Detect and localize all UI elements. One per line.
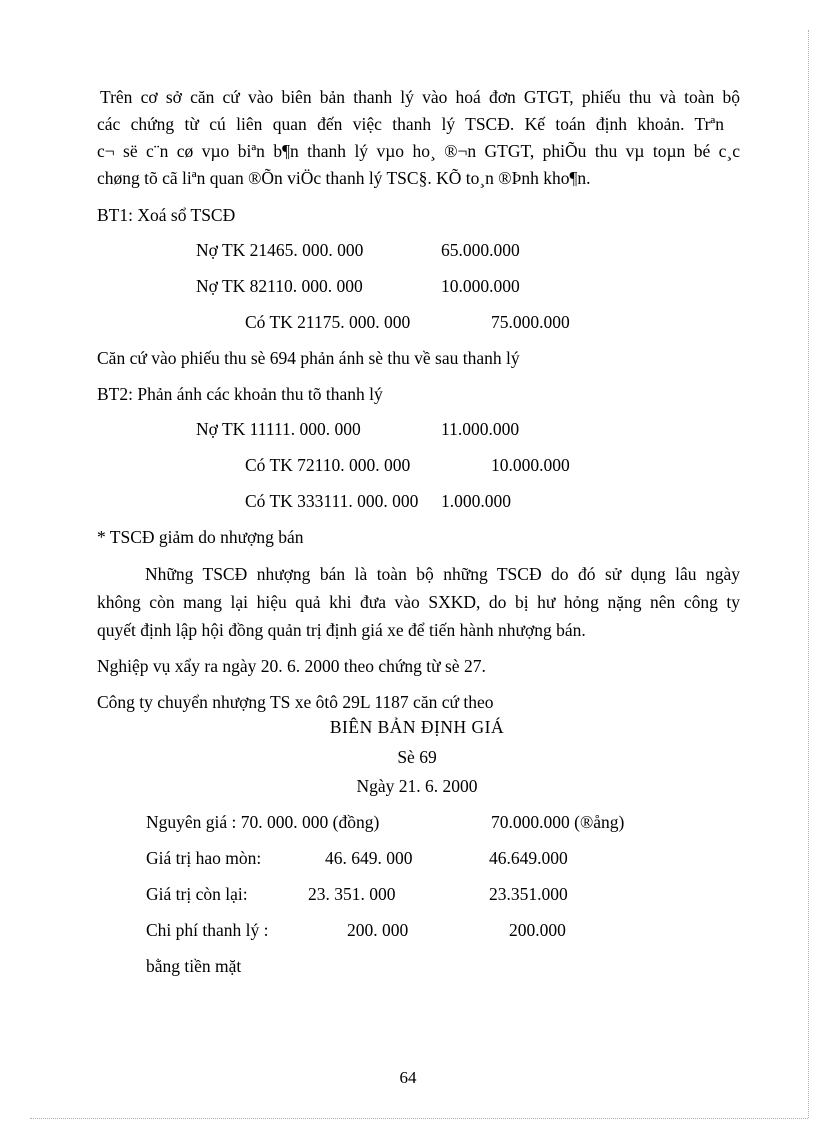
bt2-account-2: Có TK 72110. 000. 000 bbox=[245, 455, 411, 475]
intro-line-1: Trên cơ sở căn cứ vào biên bản thanh lý vào hoá đơn GTGT, phiếu thu và toàn bộ bbox=[100, 87, 740, 107]
sale-para-line-3: quyết định lập hội đồng quản trị định giá xe để tiến hành nhượng bán. bbox=[97, 620, 586, 640]
page-number: 64 bbox=[399, 1068, 417, 1087]
valuation-mid-depreciation: 46. 649. 000 bbox=[325, 848, 413, 868]
sale-heading: * TSCĐ giảm do nhượng bán bbox=[97, 527, 304, 547]
valuation-label-original-price: Nguyên giá : 70. 000. 000 (đồng) bbox=[146, 812, 380, 832]
sale-para-line-1: Những TSCĐ nhượng bán là toàn bộ những TSCĐ do đó sử dụng lâu ngày bbox=[145, 564, 740, 584]
valuation-number: Sè 69 bbox=[397, 747, 437, 767]
intro-line-4: chøng tõ cã liªn quan ®Õn viÖc thanh lý TSC§. KÕ to¸n ®Þnh kho¶n. bbox=[97, 168, 591, 188]
valuation-label-depreciation: Giá trị hao mòn: bbox=[146, 848, 262, 868]
bt1-account-1: Nợ TK 21465. 000. 000 bbox=[196, 240, 364, 260]
bt1-heading: BT1: Xoá sổ TSCĐ bbox=[97, 205, 236, 225]
valuation-label-remaining: Giá trị còn lại: bbox=[146, 884, 248, 904]
transfer-note: Công ty chuyển nhượng TS xe ôtô 29L 1187 căn cứ theo bbox=[97, 692, 494, 712]
bt2-amount-1: 11.000.000 bbox=[441, 419, 520, 439]
bt1-account-3: Có TK 21175. 000. 000 bbox=[245, 312, 411, 332]
bt1-amount-1: 65.000.000 bbox=[441, 240, 520, 260]
intro-line-2: các chứng từ cú liên quan đến việc thanh lý TSCĐ. Kế toán định khoản. Trªn bbox=[97, 114, 724, 134]
valuation-value-liquidation-cost: 200.000 bbox=[509, 920, 566, 940]
bt1-amount-2: 10.000.000 bbox=[441, 276, 520, 296]
bt2-heading: BT2: Phản ánh các khoản thu tõ thanh lý bbox=[97, 384, 383, 404]
page-border-bottom bbox=[30, 1118, 808, 1119]
intro-line-3: c¬ së c¨n cø vµo biªn b¶n thanh lý vµo ho¸ ®¬n GTGT, phiÕu thu vµ toµn bé c¸c bbox=[97, 141, 740, 161]
valuation-mid-liquidation-cost: 200. 000 bbox=[347, 920, 409, 940]
bt2-amount-2: 10.000.000 bbox=[491, 455, 570, 475]
valuation-mid-remaining: 23. 351. 000 bbox=[308, 884, 396, 904]
valuation-value-remaining: 23.351.000 bbox=[489, 884, 568, 904]
valuation-value-original-price: 70.000.000 (®ång) bbox=[491, 812, 625, 832]
receipt-note: Căn cứ vào phiếu thu sè 694 phản ánh sè thu về sau thanh lý bbox=[97, 348, 520, 368]
bt1-account-2: Nợ TK 82110. 000. 000 bbox=[196, 276, 363, 296]
occurred-note: Nghiệp vụ xẩy ra ngày 20. 6. 2000 theo chứng từ sè 27. bbox=[97, 656, 486, 676]
page-border-right bbox=[808, 30, 809, 1118]
valuation-date: Ngày 21. 6. 2000 bbox=[356, 776, 478, 796]
bt2-account-1: Nợ TK 11111. 000. 000 bbox=[196, 419, 361, 439]
valuation-value-depreciation: 46.649.000 bbox=[489, 848, 568, 868]
valuation-cash-note: bằng tiền mặt bbox=[146, 956, 242, 976]
valuation-title: BIÊN BẢN ĐỊNH GIÁ bbox=[329, 717, 505, 737]
bt2-account-3: Có TK 333111. 000. 000 bbox=[245, 491, 419, 511]
bt2-amount-3: 1.000.000 bbox=[441, 491, 511, 511]
bt1-amount-3: 75.000.000 bbox=[491, 312, 570, 332]
valuation-label-liquidation-cost: Chi phí thanh lý : bbox=[146, 920, 269, 940]
sale-para-line-2: không còn mang lại hiệu quả khi đưa vào SXKD, do bị hư hỏng nặng nên công ty bbox=[97, 592, 740, 612]
